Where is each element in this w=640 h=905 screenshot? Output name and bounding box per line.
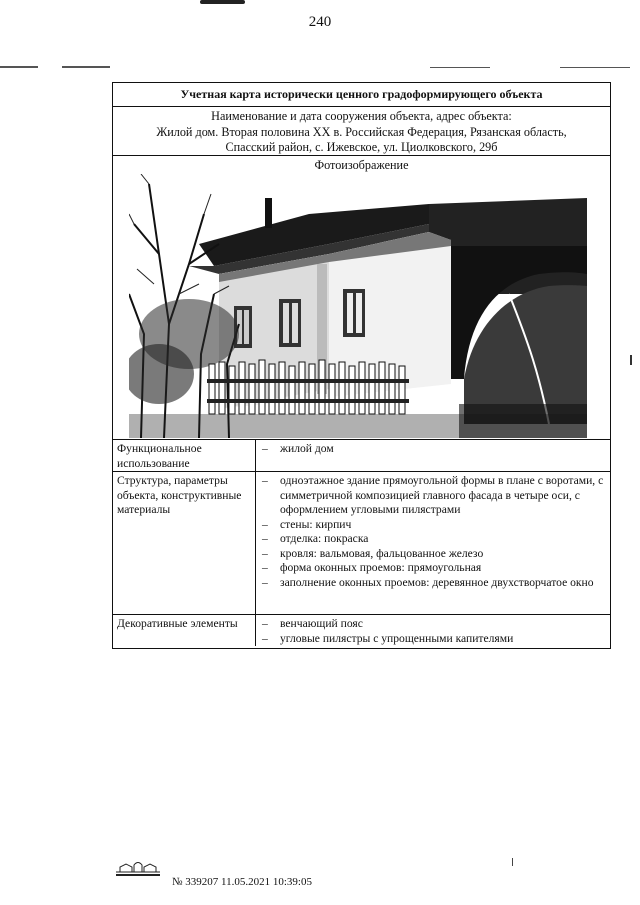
list-item: [262, 474, 606, 518]
item-text: венчающий пояс: [280, 617, 363, 630]
row-label: Структура, параметры объекта, конструктивные материалы: [113, 472, 256, 614]
list-item: [262, 561, 606, 576]
address-line: Жилой дом. Вторая половина XX в. Российская Федерация, Рязанская область,: [156, 124, 567, 139]
list-item: [262, 547, 606, 562]
list-item: [262, 518, 606, 533]
row-label: Декоративные элементы: [113, 615, 256, 646]
scan-artifact: [512, 858, 513, 866]
object-address: [113, 107, 610, 156]
dash-marker: –: [262, 532, 268, 545]
row-values: [256, 472, 610, 614]
list-item: [262, 632, 606, 647]
item-text: стены: кирпич: [280, 517, 352, 531]
scan-artifact: [630, 355, 632, 365]
page-number: 240: [308, 14, 332, 30]
row-structure: [113, 472, 610, 615]
photo-heading: Фотоизображение: [314, 158, 409, 172]
item-text: кровля: вальмовая, фальцованное железо: [280, 546, 484, 560]
list-item: [262, 576, 606, 591]
list-item: [262, 617, 606, 632]
dash-marker: –: [262, 474, 268, 487]
row-values: [256, 440, 610, 471]
dash-marker: –: [262, 617, 268, 630]
dash-marker: –: [262, 442, 268, 455]
item-text: отделка: покраска: [280, 532, 369, 545]
list-item: [262, 442, 606, 457]
scan-artifact: [430, 67, 490, 68]
list-item: [262, 532, 606, 547]
dash-marker: –: [262, 517, 268, 531]
row-label: Функциональное использование: [113, 440, 256, 471]
item-text: жилой дом: [280, 442, 334, 455]
registration-card: [112, 82, 611, 649]
item-text: заполнение оконных проемов: деревянное двухстворчатое окно: [280, 575, 594, 589]
item-text: одноэтажное здание прямоугольной формы в плане с воротами, с симметричной композицией главного фасада в четыре оси, с оформлением угловыми пилястрами: [280, 474, 604, 516]
registry-logo: [112, 858, 164, 878]
address-line: Спасский район, с. Ижевское, ул. Циолковского, 29б: [225, 140, 498, 154]
building-photo: [129, 174, 587, 438]
dash-marker: –: [262, 546, 268, 560]
dash-marker: –: [262, 575, 268, 589]
item-text: форма оконных проемов: прямоугольная: [280, 561, 482, 574]
row-function: [113, 440, 610, 472]
row-decor: [113, 615, 610, 646]
scan-artifact: [62, 66, 110, 68]
photo-section: [113, 156, 610, 440]
dash-marker: –: [262, 631, 268, 645]
scan-artifact: [560, 67, 630, 68]
dash-marker: –: [262, 561, 268, 574]
registration-number: № 339207 11.05.2021 10:39:05: [172, 876, 312, 888]
scan-mark: [200, 0, 245, 4]
address-line: Наименование и дата сооружения объекта, адрес объекта:: [211, 109, 512, 123]
item-text: угловые пилястры с упрощенными капителями: [280, 631, 514, 645]
scan-artifact: [0, 66, 38, 68]
row-values: [256, 615, 610, 646]
card-title: Учетная карта исторически ценного градоформирующего объекта: [113, 83, 610, 107]
